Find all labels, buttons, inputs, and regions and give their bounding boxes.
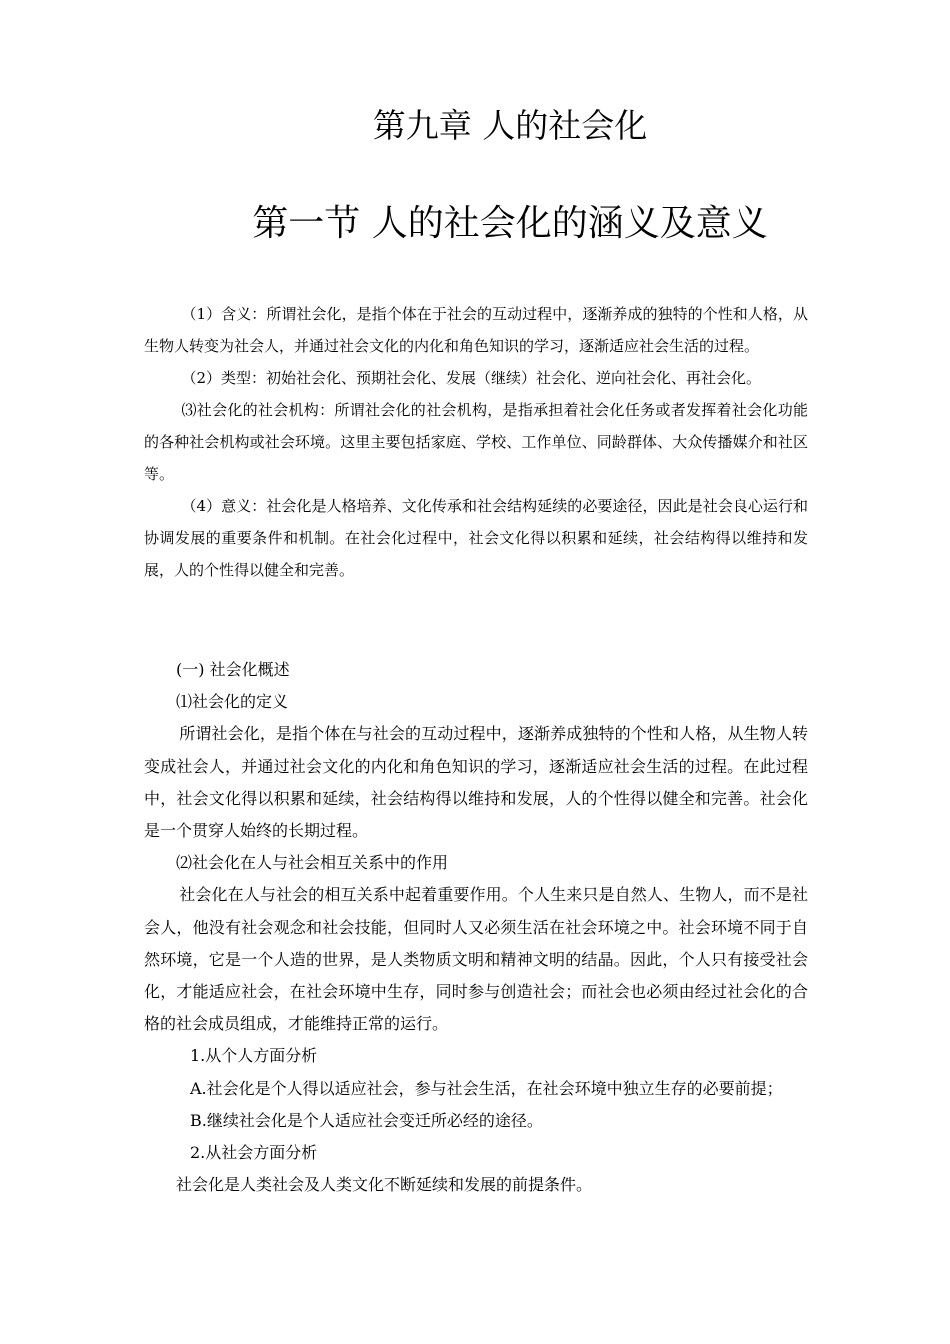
summary-types: （2）类型：初始社会化、预期社会化、发展（继续）社会化、逆向社会化、再社会化。 bbox=[181, 369, 762, 387]
chapter-title: 第九章 人的社会化 bbox=[372, 106, 648, 145]
body-block bbox=[144, 654, 808, 1201]
individual-point-b: B.继续社会化是个人适应社会变迁所必经的途径。 bbox=[190, 1110, 543, 1130]
role-paragraph: 社会化在人与社会的相互关系中起着重要作用。个人生来只是自然人、生物人，而不是社会人，他没有社会观念和社会技能，但同时人又必须生活在社会环境之中。社会环境不同于自然环境，它是一个人造的世界，是人类物质文明和精神文明的结晶。因此，个人只有接受社会化，才能适应社会，在社会环境中生存，同时参与创造社会；而社会也必须由经过社会化的合格的社会成员组成，才能维持正常的运行。 bbox=[144, 885, 808, 1034]
definition-heading: ⑴社会化的定义 bbox=[176, 692, 289, 712]
overview-heading: (一) 社会化概述 bbox=[176, 660, 290, 679]
summary-meaning: （1）含义：所谓社会化，是指个体在于社会的互动过程中，逐渐养成的独特的个性和人格，从生物人转变为社会人，并通过社会文化的内化和角色知识的学习，逐渐适应社会生活的过程。 bbox=[144, 305, 808, 355]
summary-block bbox=[144, 298, 808, 586]
individual-point-a: A.社会化是个人得以适应社会，参与社会生活，在社会环境中独立生存的必要前提； bbox=[190, 1078, 783, 1098]
society-analysis-heading: 2.从社会方面分析 bbox=[190, 1143, 318, 1163]
summary-agencies: ⑶社会化的社会机构：所谓社会化的社会机构，是指承担着社会化任务或者发挥着社会化功能的各种社会机构或社会环境。这里主要包括家庭、学校、工作单位、同龄群体、大众传播媒介和社区等。 bbox=[144, 401, 808, 483]
society-analysis-text: 社会化是人类社会及人类文化不断延续和发展的前提条件。 bbox=[176, 1175, 593, 1195]
summary-significance: （4）意义：社会化是人格培养、文化传承和社会结构延续的必要途径，因此是社会良心运行和协调发展的重要条件和机制。在社会化过程中，社会文化得以积累和延续，社会结构得以维持和发展，人的个性得以健全和完善。 bbox=[144, 497, 808, 579]
individual-analysis-heading: 1.从个人方面分析 bbox=[190, 1046, 318, 1066]
role-heading: ⑵社会化在人与社会相互关系中的作用 bbox=[176, 853, 449, 873]
section-title: 第一节 人的社会化的涵义及意义 bbox=[252, 203, 768, 244]
definition-paragraph: 所谓社会化，是指个体在与社会的互动过程中，逐渐养成独特的个性和人格，从生物人转变成社会人，并通过社会文化的内化和角色知识的学习，逐渐适应社会生活的过程。在此过程中，社会文化得以积累和延续，社会结构得以维持和发展，人的个性得以健全和完善。社会化是一个贯穿人始终的长期过程。 bbox=[144, 724, 808, 841]
